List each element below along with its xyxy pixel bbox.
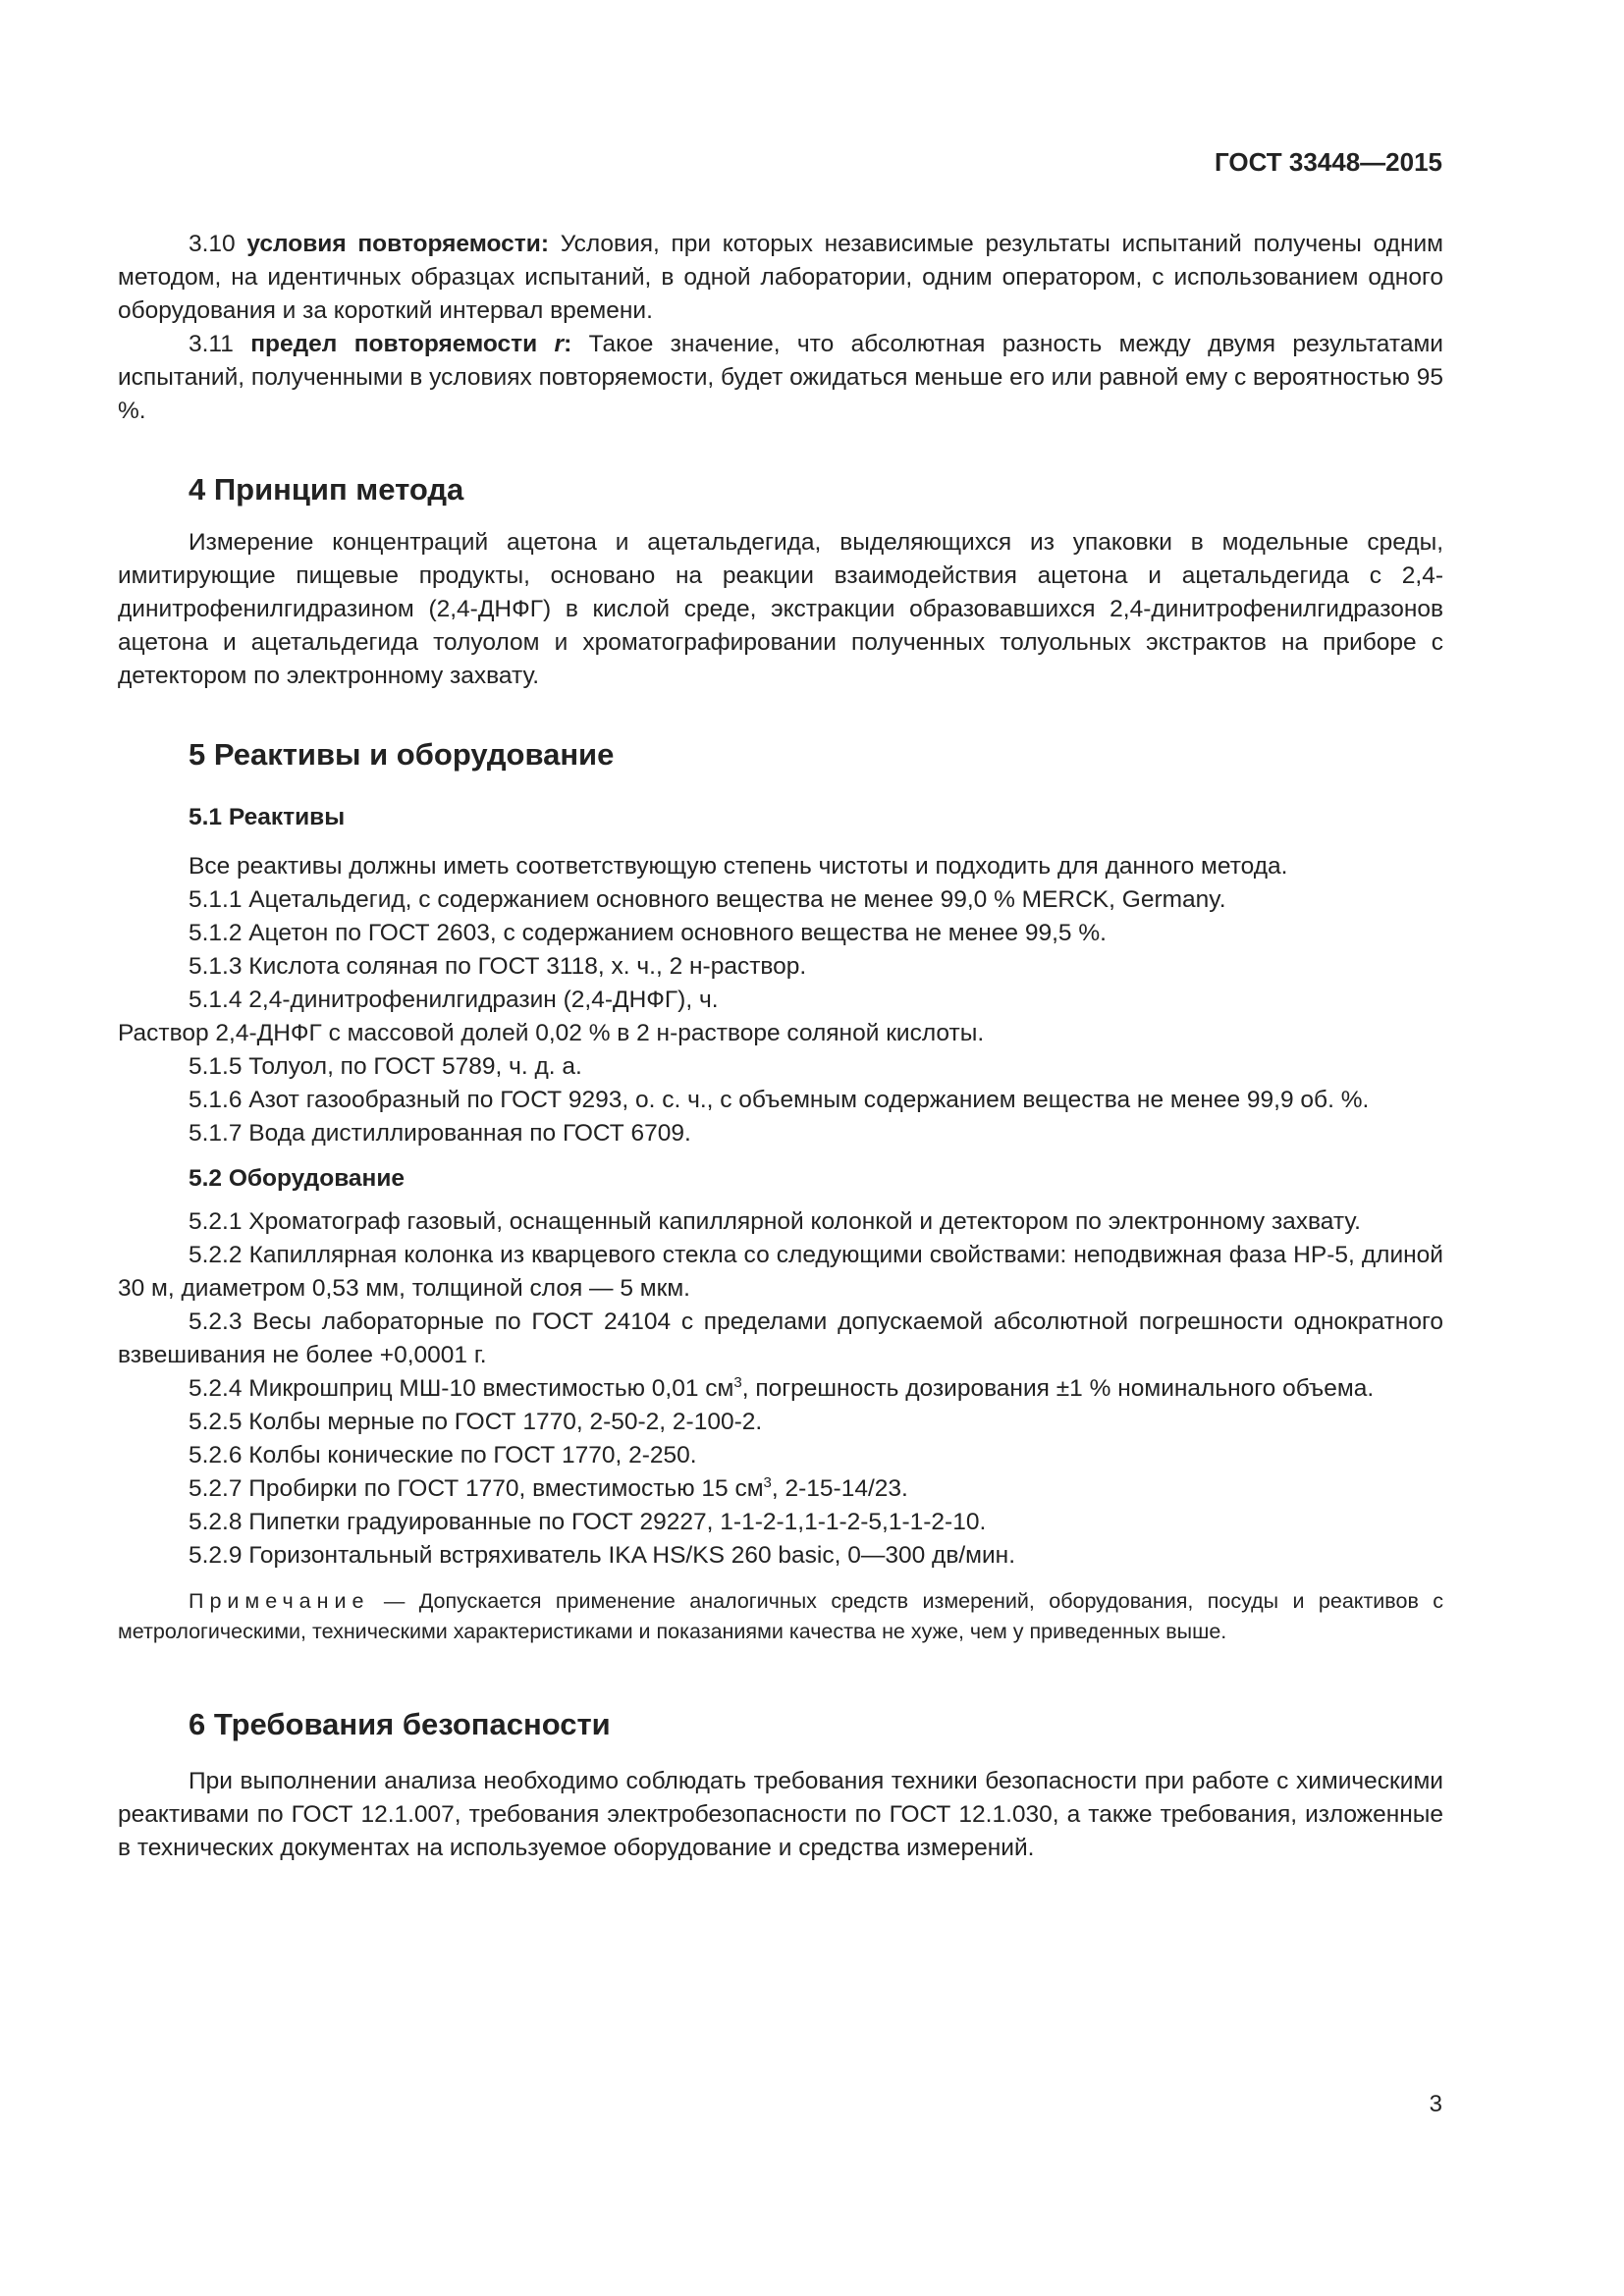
superscript: 3: [733, 1373, 742, 1391]
note: [118, 1586, 1443, 1647]
section-5-heading: 5 Реактивы и оборудование: [189, 737, 615, 772]
term: условия повторяемости:: [246, 231, 549, 257]
page-body: [118, 228, 1443, 1865]
term-text: предел повторяемости: [250, 331, 555, 357]
text: 5.2.4 Микрошприц МШ-10 вместимостью 0,01 см: [189, 1375, 734, 1402]
term-variable: r: [554, 331, 565, 357]
reagent-item: 5.1.3 Кислота соляная по ГОСТ 3118, х. ч., 2 н-раствор.: [189, 953, 807, 980]
text: , 2-15-14/23.: [771, 1475, 908, 1502]
reagent-item: 5.1.1 Ацетальдегид, с содержанием основного вещества не менее 99,0 % MERCK, Germany.: [189, 886, 1226, 913]
equipment-item: [118, 1372, 1443, 1406]
definition: Условия, при которых независимые результаты испытаний получены одним методом, на идентичных образцах испытаний, в одной лаборатории, одним оператором, с использованием одного оборудования и за короткий интервал времени.: [118, 231, 1444, 324]
text: 5.2.7 Пробирки по ГОСТ 1770, вместимостью 15 см: [189, 1475, 764, 1502]
clause-number: 3.10: [189, 231, 236, 257]
section-4-text: Измерение концентраций ацетона и ацетальдегида, выделяющихся из упаковки в модельные среды, имитирующие пищевые продукты, основано на реакции взаимодействия ацетона и ацетальдегида с 2,4-динитрофенилгидразином (2,4-ДНФГ) в кислой среде, экстракции образовавшихся 2,4-динитрофенилгидразонов ацетона и ацетальдегида толуолом и хроматографировании полученных толуольных экстрактов на приборе с детектором по электронному захвату.: [118, 529, 1443, 689]
section-4-heading: 4 Принцип метода: [189, 472, 464, 507]
reagent-item: 5.1.5 Толуол, по ГОСТ 5789, ч. д. а.: [189, 1053, 582, 1080]
equipment-item: 5.2.6 Колбы конические по ГОСТ 1770, 2-250.: [189, 1442, 697, 1468]
equipment-item: 5.2.2 Капиллярная колонка из кварцевого стекла со следующими свойствами: неподвижная фаза HP-5, длиной 30 м, диаметром 0,53 мм, толщиной слоя — 5 мкм.: [118, 1242, 1443, 1302]
reagents-intro: Все реактивы должны иметь соответствующую степень чистоты и подходить для данного метода.: [189, 853, 1288, 880]
equipment-item: 5.2.1 Хроматограф газовый, оснащенный капиллярной колонкой и детектором по электронному захвату.: [189, 1208, 1361, 1235]
reagent-item: 5.1.7 Вода дистиллированная по ГОСТ 6709.: [189, 1120, 691, 1147]
note-label: Примечание: [189, 1589, 370, 1613]
section-6-text: При выполнении анализа необходимо соблюдать требования техники безопасности при работе с химическими реактивами по ГОСТ 12.1.007, требования электробезопасности по ГОСТ 12.1.030, а также требования, изложенные в технических документах на используемое оборудование и средства измерений.: [118, 1768, 1443, 1861]
clause-3-10: [118, 228, 1443, 328]
page-number: 3: [1429, 2091, 1442, 2117]
reagent-item: 5.1.4 2,4-динитрофенилгидразин (2,4-ДНФГ), ч.: [189, 987, 719, 1013]
term: [250, 331, 571, 357]
equipment-item: 5.2.9 Горизонтальный встряхиватель IKA HS/KS 260 basic, 0—300 дв/мин.: [189, 1542, 1016, 1569]
reagent-item: 5.1.2 Ацетон по ГОСТ 2603, с содержанием основного вещества не менее 99,5 %.: [189, 920, 1107, 946]
document-id: ГОСТ 33448—2015: [1215, 147, 1442, 177]
note-text: — Допускается применение аналогичных средств измерений, оборудования, посуды и реактивов с метрологическими, техническими характеристиками и показаниями качества не хуже, чем у приведенных выше.: [118, 1589, 1443, 1643]
reagent-solution: Раствор 2,4-ДНФГ с массовой долей 0,02 % в 2 н-растворе соляной кислоты.: [118, 1020, 985, 1046]
equipment-item: [118, 1472, 1443, 1506]
clause-3-11: [118, 328, 1443, 428]
subsection-5-2-heading: 5.2 Оборудование: [189, 1165, 406, 1192]
reagent-item: 5.1.6 Азот газообразный по ГОСТ 9293, о. с. ч., с объемным содержанием вещества не менее 99,9 об. %.: [189, 1087, 1370, 1113]
clause-number: 3.11: [189, 331, 234, 357]
equipment-item: 5.2.3 Весы лабораторные по ГОСТ 24104 с пределами допускаемой абсолютной погрешности однократного взвешивания не более +0,0001 г.: [118, 1308, 1443, 1368]
subsection-5-1-heading: 5.1 Реактивы: [189, 804, 346, 830]
superscript: 3: [763, 1473, 772, 1491]
text: , погрешность дозирования ±1 % номинального объема.: [741, 1375, 1375, 1402]
equipment-item: 5.2.5 Колбы мерные по ГОСТ 1770, 2-50-2, 2-100-2.: [189, 1409, 763, 1435]
section-6-heading: 6 Требования безопасности: [189, 1707, 611, 1741]
definition: Такое значение, что абсолютная разность между двумя результатами испытаний, полученными в условиях повторяемости, будет ожидаться меньше его или равной ему с вероятностью 95 %.: [118, 331, 1443, 424]
equipment-item: 5.2.8 Пипетки градуированные по ГОСТ 29227, 1-1-2-1,1-1-2-5,1-1-2-10.: [189, 1509, 987, 1535]
term-colon: :: [564, 331, 572, 357]
